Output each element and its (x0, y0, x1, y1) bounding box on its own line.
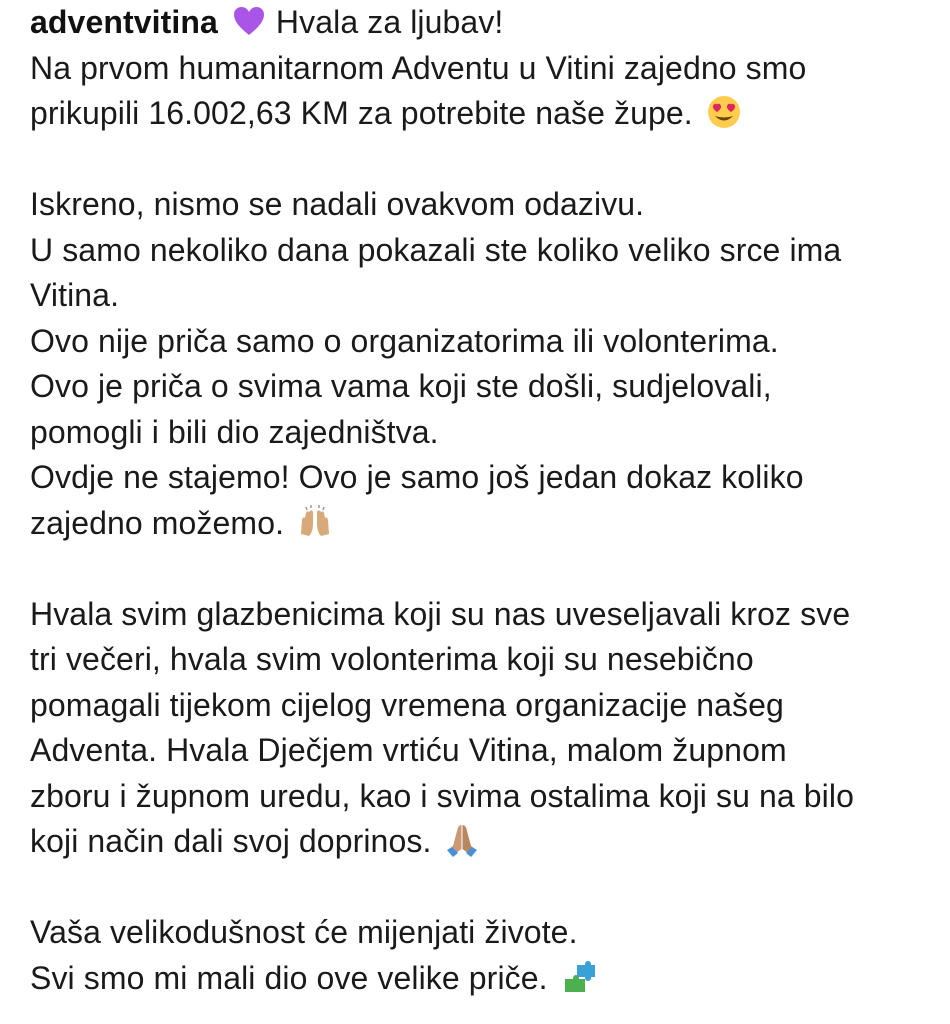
caption-text: Svi smo mi mali dio ove velike priče. (30, 959, 548, 996)
blank-line (30, 137, 930, 183)
puzzle-piece-icon (561, 959, 597, 995)
caption-line: Adventa. Hvala Dječjem vrtiću Vitina, malom župnom (30, 732, 787, 768)
caption-line: Vaša velikodušnost će mijenjati živote. (30, 914, 578, 950)
caption-text: prikupili 16.002,63 KM za potrebite naše župe. (30, 95, 693, 131)
username-link[interactable]: adventvitina (30, 4, 218, 40)
caption-line: tri večeri, hvala svim volonterima koji su nesebično (30, 641, 754, 677)
caption-line: zboru i župnom uredu, kao i svima ostalima koji su na bilo (30, 777, 854, 814)
raising-hands-icon (297, 504, 333, 540)
caption-text: koji način dali svoj doprinos. (30, 823, 432, 859)
caption-line-with-emoji (30, 956, 930, 1002)
caption-title-text: Hvala za ljubav! (275, 4, 504, 40)
caption-line: Na prvom humanitarnom Adventu u Vitini zajedno smo (30, 49, 807, 86)
caption-line: Iskreno, nismo se nadali ovakvom odazivu. (30, 186, 645, 222)
caption-line: Hvala svim glazbenicima koji su nas uveseljavali kroz sve (30, 595, 851, 632)
folded-hands-icon (444, 822, 480, 858)
caption-header-line (30, 0, 930, 46)
caption-line: Ovo nije priča samo o organizatorima ili volonterima. (30, 322, 779, 359)
caption-line: pomogli i bili dio zajedništva. (30, 413, 439, 450)
caption-text: zajedno možemo. (30, 504, 285, 541)
caption-line: pomagali tijekom cijelog vremena organizacije našeg (30, 686, 784, 723)
caption-line-with-emoji (30, 819, 930, 865)
heart-eyes-icon (706, 94, 742, 130)
caption-line-with-emoji (30, 91, 930, 137)
post-caption (30, 0, 930, 1001)
caption-line: Ovo je priča o svima vama koji ste došli, sudjelovali, (30, 368, 772, 404)
blank-line (30, 865, 930, 911)
caption-line-with-emoji (30, 501, 930, 547)
blank-line (30, 546, 930, 592)
caption-line: Ovdje ne stajemo! Ovo je samo još jedan dokaz koliko (30, 459, 804, 495)
purple-heart-icon (231, 3, 267, 39)
caption-line: Vitina. (30, 277, 120, 313)
caption-line: U samo nekoliko dana pokazali ste koliko veliko srce ima (30, 231, 842, 268)
